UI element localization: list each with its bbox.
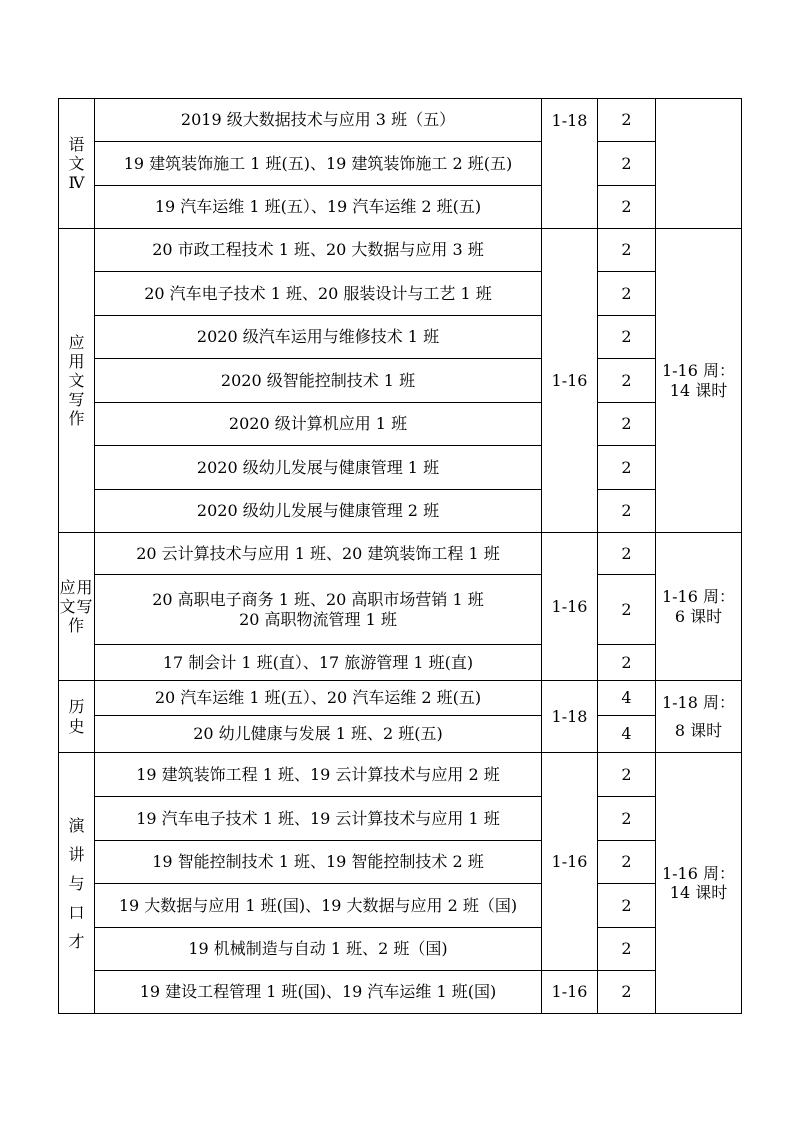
credits-cell: 2 xyxy=(598,490,656,533)
class-cell: 19 建筑装饰工程 1 班、19 云计算技术与应用 2 班 xyxy=(95,753,542,797)
table-row xyxy=(59,841,742,884)
schedule-table xyxy=(58,98,742,1014)
credits-cell: 2 xyxy=(598,99,656,142)
table-row xyxy=(59,971,742,1014)
class-cell: 19 智能控制技术 1 班、19 智能控制技术 2 班 xyxy=(95,841,542,884)
class-cell: 19 汽车电子技术 1 班、19 云计算技术与应用 1 班 xyxy=(95,797,542,841)
table-row xyxy=(59,359,742,403)
table-row xyxy=(59,403,742,446)
table-row xyxy=(59,716,742,753)
class-cell: 2020 级幼儿发展与健康管理 1 班 xyxy=(95,446,542,490)
class-cell: 2020 级计算机应用 1 班 xyxy=(95,403,542,446)
class-cell: 19 大数据与应用 1 班(国)、19 大数据与应用 2 班（国) xyxy=(95,884,542,928)
table-row xyxy=(59,797,742,841)
class-cell: 20 高职电子商务 1 班、20 高职市场营销 1 班 20 高职物流管理 1 班 xyxy=(95,575,542,645)
credits-cell: 2 xyxy=(598,316,656,359)
credits-cell: 2 xyxy=(598,797,656,841)
subject-cell: 语 文 Ⅳ xyxy=(59,99,95,229)
table-row xyxy=(59,186,742,229)
table-row xyxy=(59,316,742,359)
credits-cell: 2 xyxy=(598,229,656,272)
class-cell: 20 汽车电子技术 1 班、20 服装设计与工艺 1 班 xyxy=(95,272,542,316)
credits-cell: 2 xyxy=(598,403,656,446)
table-row xyxy=(59,99,742,142)
subject-cell: 应 用 文 写 作 xyxy=(59,229,95,533)
credits-cell: 2 xyxy=(598,753,656,797)
table-row xyxy=(59,272,742,316)
class-cell: 20 汽车运维 1 班(五）、20 汽车运维 2 班(五) xyxy=(95,681,542,716)
hours-cell: 1-16 周： 6 课时 xyxy=(656,533,742,681)
credits-cell: 4 xyxy=(598,681,656,716)
subject-cell: 演 讲 与 口 才 xyxy=(59,753,95,1014)
credits-cell: 2 xyxy=(598,841,656,884)
table-row xyxy=(59,490,742,533)
class-cell: 2020 级幼儿发展与健康管理 2 班 xyxy=(95,490,542,533)
credits-cell: 2 xyxy=(598,575,656,645)
weeks-cell: 1-16 xyxy=(542,971,598,1014)
credits-cell: 2 xyxy=(598,142,656,186)
class-cell: 17 制会计 1 班(直）、17 旅游管理 1 班(直) xyxy=(95,645,542,681)
credits-cell: 2 xyxy=(598,446,656,490)
class-cell: 20 云计算技术与应用 1 班、20 建筑装饰工程 1 班 xyxy=(95,533,542,575)
table-row xyxy=(59,575,742,645)
table-row xyxy=(59,884,742,928)
credits-cell: 2 xyxy=(598,359,656,403)
class-cell: 19 机械制造与自动 1 班、2 班（国) xyxy=(95,928,542,971)
credits-cell: 2 xyxy=(598,928,656,971)
credits-cell: 4 xyxy=(598,716,656,753)
weeks-cell: 1-16 xyxy=(542,229,598,533)
credits-cell: 2 xyxy=(598,533,656,575)
table-row xyxy=(59,928,742,971)
weeks-cell: 1-18 xyxy=(542,681,598,753)
weeks-cell: 1-16 xyxy=(542,753,598,971)
hours-cell: 1-18 周： 8 课时 xyxy=(656,681,742,753)
class-cell: 20 幼儿健康与发展 1 班、2 班(五) xyxy=(95,716,542,753)
credits-cell: 2 xyxy=(598,186,656,229)
table-row xyxy=(59,229,742,272)
class-cell: 19 汽车运维 1 班(五）、19 汽车运维 2 班(五) xyxy=(95,186,542,229)
credits-cell: 2 xyxy=(598,884,656,928)
table-row xyxy=(59,753,742,797)
credits-cell: 2 xyxy=(598,971,656,1014)
hours-cell xyxy=(656,99,742,229)
class-cell: 19 建设工程管理 1 班(国)、19 汽车运维 1 班(国) xyxy=(95,971,542,1014)
subject-cell: 应用 文写 作 xyxy=(59,533,95,681)
credits-cell: 2 xyxy=(598,272,656,316)
hours-cell: 1-16 周： 14 课时 xyxy=(656,229,742,533)
weeks-cell: 1-18 xyxy=(542,99,598,229)
hours-cell: 1-16 周： 14 课时 xyxy=(656,753,742,1014)
class-cell: 2020 级汽车运用与维修技术 1 班 xyxy=(95,316,542,359)
credits-cell: 2 xyxy=(598,645,656,681)
table-row xyxy=(59,645,742,681)
subject-cell: 历 史 xyxy=(59,681,95,753)
class-cell: 2019 级大数据技术与应用 3 班（五） xyxy=(95,99,542,142)
class-cell: 20 市政工程技术 1 班、20 大数据与应用 3 班 xyxy=(95,229,542,272)
table-row xyxy=(59,533,742,575)
table-row xyxy=(59,446,742,490)
table-row xyxy=(59,681,742,716)
weeks-cell: 1-16 xyxy=(542,533,598,681)
class-cell: 19 建筑装饰施工 1 班(五)、19 建筑装饰施工 2 班(五) xyxy=(95,142,542,186)
table-row xyxy=(59,142,742,186)
class-cell: 2020 级智能控制技术 1 班 xyxy=(95,359,542,403)
